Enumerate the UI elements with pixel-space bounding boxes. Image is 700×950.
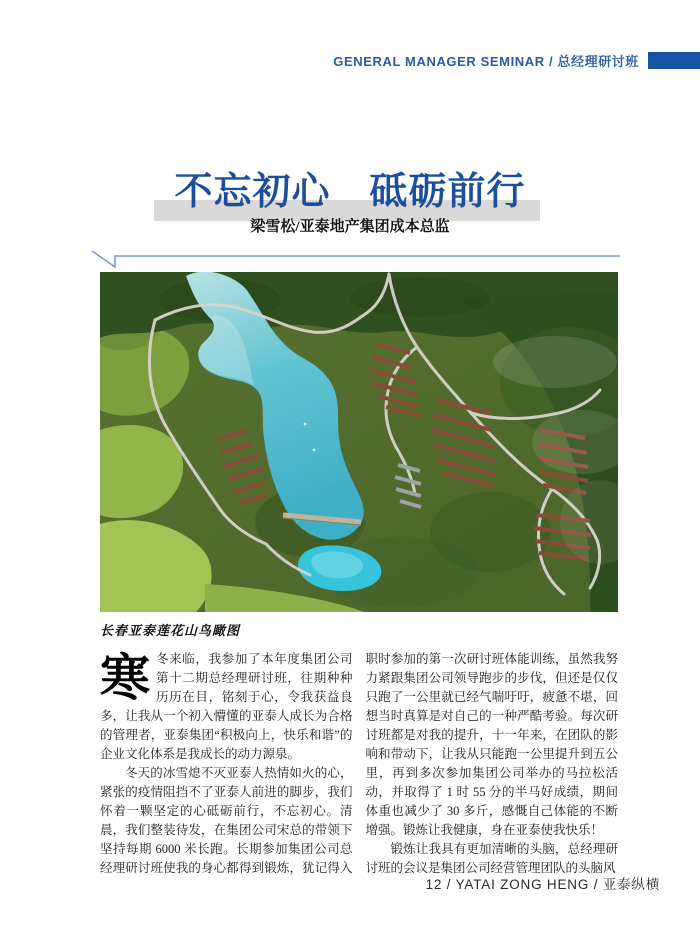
aerial-figure [100, 272, 618, 612]
article-author: 梁雪松/亚泰地产集团成本总监 [250, 219, 450, 235]
article-title: 不忘初心 砥砺前行 [174, 171, 526, 213]
aerial-image [100, 272, 618, 612]
figure-caption: 长春亚泰莲花山鸟瞰图 [100, 623, 241, 638]
article-body [100, 650, 618, 882]
header-label: GENERAL MANAGER SEMINAR / 总经理研讨班 [333, 54, 639, 69]
paragraph-3: 锻炼让我具有更加清晰的头脑，总经理研讨班的会议是集团公司经营管理团队的头脑风 [365, 842, 618, 875]
page-header [333, 51, 700, 70]
header-accent-bar [648, 52, 700, 69]
dropcap: 寒 [100, 650, 150, 706]
page-footer: 12 / YATAI ZONG HENG / 亚泰纵横 [425, 877, 660, 892]
decorative-rule [90, 246, 622, 272]
paragraph-1 [100, 650, 353, 764]
paragraph-1-text: 冬来临，我参加了本年度集团公司第十二期总经理研讨班，往期种种历历在目，铭刻于心，令我获益良多，让我从一个初入懵懂的亚泰人成长为合格的管理者，亚泰集团“积极向上，快乐和谐”的企业文化体系是我成长的动力源泉。 [100, 652, 353, 761]
title-block [0, 160, 700, 215]
paragraph-2: 冬天的冰雪熄不灭亚泰人热情如火的心，紧张的疫情阻挡不了亚泰人前进的脚步，我们怀着一颗坚定的心砥砺前行，不忘初心。清晨，我们整装待发，在集团公司宋总的带领下坚持每期 6000 米长跑。长期参加集团公司总经理研讨班使我的身心都得到锻炼，犹记得入职时参加的第一次研讨班体能训练，虽然我努力紧跟集团公司领导跑步的步伐，但还是仅仅只跑了一公里就已经气喘吁吁，疲惫不堪，回想当时真算是对自己的一种严酷考验。每次研讨班都是对我的提升，十一年来，在团队的影响和带动下，让我从只能跑一公里提升到五公里，再到多次参加集团公司举办的马拉松活动，并取得了 1 时 55 分的半马好成绩，期间体重也减少了 30 多斤，感慨自己体能的不断增强。锻炼让我健康，身在亚泰使我快乐！ [100, 652, 618, 875]
